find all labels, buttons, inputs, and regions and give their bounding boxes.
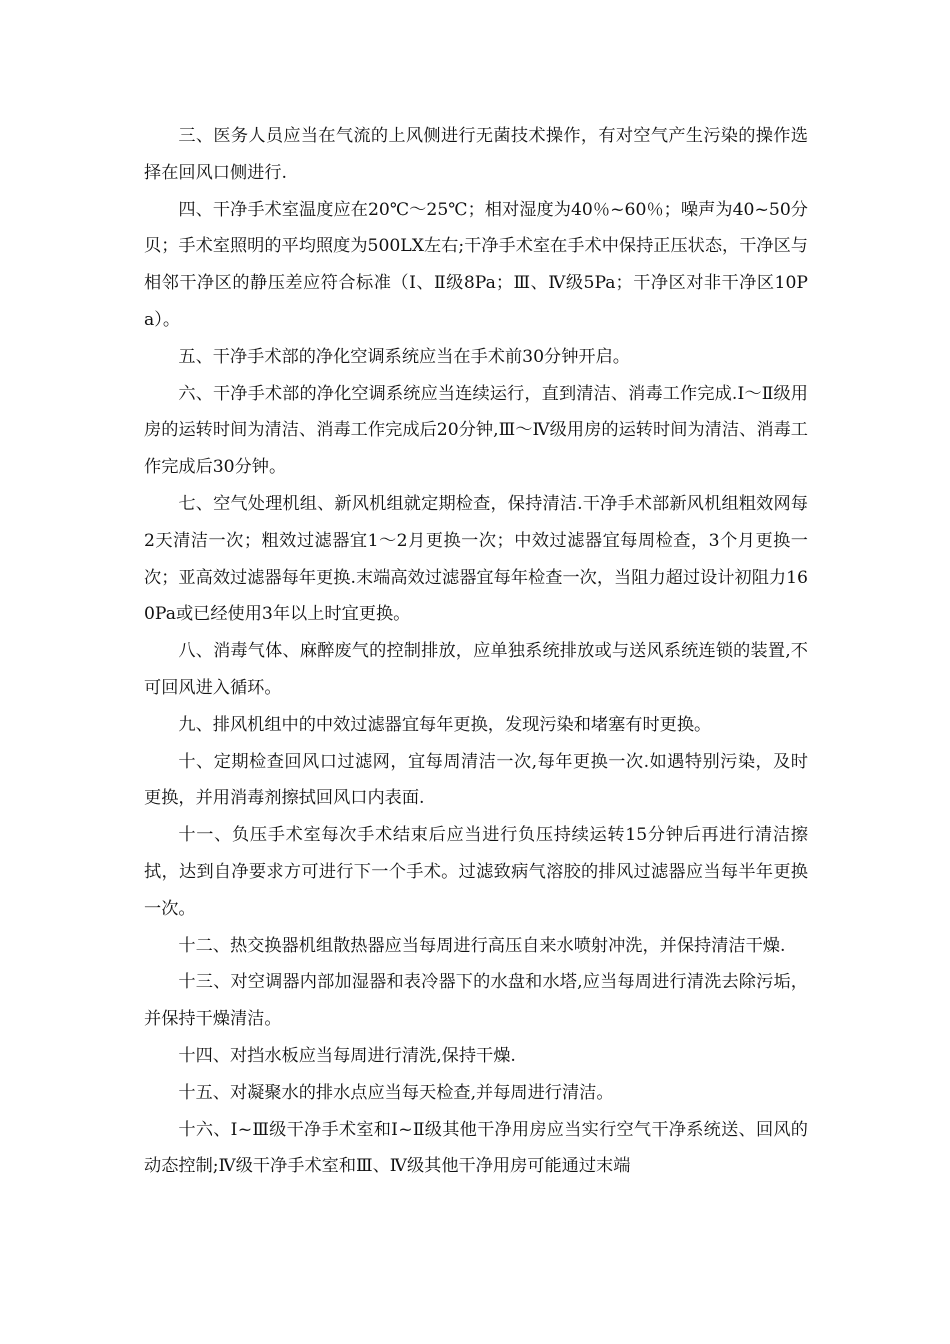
paragraph-5: 五、干净手术部的净化空调系统应当在手术前30分钟开启。 bbox=[178, 346, 630, 367]
paragraph-3: 三、医务人员应当在气流的上风侧进行无菌技术操作，有对空气产生污染的操作选择在回风口侧进行. bbox=[144, 126, 808, 183]
paragraph-15: 十五、对凝聚水的排水点应当每天检查,并每周进行清洁。 bbox=[178, 1082, 614, 1103]
paragraph-16: 十六、Ⅰ~Ⅲ级干净手术室和Ⅰ~Ⅱ级其他干净用房应当实行空气干净系统送、回风的动态控制;Ⅳ级干净手术室和Ⅲ、Ⅳ级其他干净用房可能通过末端 bbox=[144, 1119, 808, 1177]
paragraph-4: 四、干净手术室温度应在20℃～25℃；相对湿度为40％~60％；噪声为40~50分贝；手术室照明的平均照度为500LX左右;干净手术室在手术中保持正压状态，干净区与相邻干净区的静压差应符合标准（Ⅰ、Ⅱ级8Pa；Ⅲ、Ⅳ级5Pa；干净区对非干净区10Pa）。 bbox=[144, 199, 808, 330]
paragraph-11: 十一、负压手术室每次手术结束后应当进行负压持续运转15分钟后再进行清洁擦拭，达到自净要求方可进行下一个手术。过滤致病气溶胶的排风过滤器应当每半年更换一次。 bbox=[144, 825, 808, 919]
paragraph-8: 八、消毒气体、麻醉废气的控制排放，应单独系统排放或与送风系统连锁的装置,不可回风进入循环。 bbox=[144, 641, 808, 698]
paragraph-12: 十二、热交换器机组散热器应当每周进行高压自来水喷射冲洗，并保持清洁干燥. bbox=[178, 935, 786, 956]
paragraph-7: 七、空气处理机组、新风机组就定期检查，保持清洁.干净手术部新风机组粗效网每2天清洁一次；粗效过滤器宜1～2月更换一次；中效过滤器宜每周检查，3个月更换一次；亚高效过滤器每年更换.末端高效过滤器宜每年检查一次，当阻力超过设计初阻力160Pa或已经使用3年以上时宜更换。 bbox=[144, 493, 808, 625]
paragraph-14: 十四、对挡水板应当每周进行清洗,保持干燥. bbox=[178, 1045, 516, 1066]
paragraph-10: 十、定期检查回风口过滤网，宜每周清洁一次,每年更换一次.如遇特别污染，及时更换，并用消毒剂擦拭回风口内表面. bbox=[144, 751, 808, 809]
paragraph-13: 十三、对空调器内部加湿器和表冷器下的水盘和水塔,应当每周进行清洗去除污垢，并保持干燥清洁。 bbox=[144, 972, 808, 1030]
paragraph-6: 六、干净手术部的净化空调系统应当连续运行，直到清洁、消毒工作完成.Ⅰ～Ⅱ级用房的运转时间为清洁、消毒工作完成后20分钟,Ⅲ～Ⅳ级用房的运转时间为清洁、消毒工作完成后30分钟。 bbox=[144, 383, 808, 478]
document-body bbox=[144, 118, 808, 1185]
paragraph-9: 九、排风机组中的中效过滤器宜每年更换，发现污染和堵塞有时更换。 bbox=[178, 714, 712, 735]
